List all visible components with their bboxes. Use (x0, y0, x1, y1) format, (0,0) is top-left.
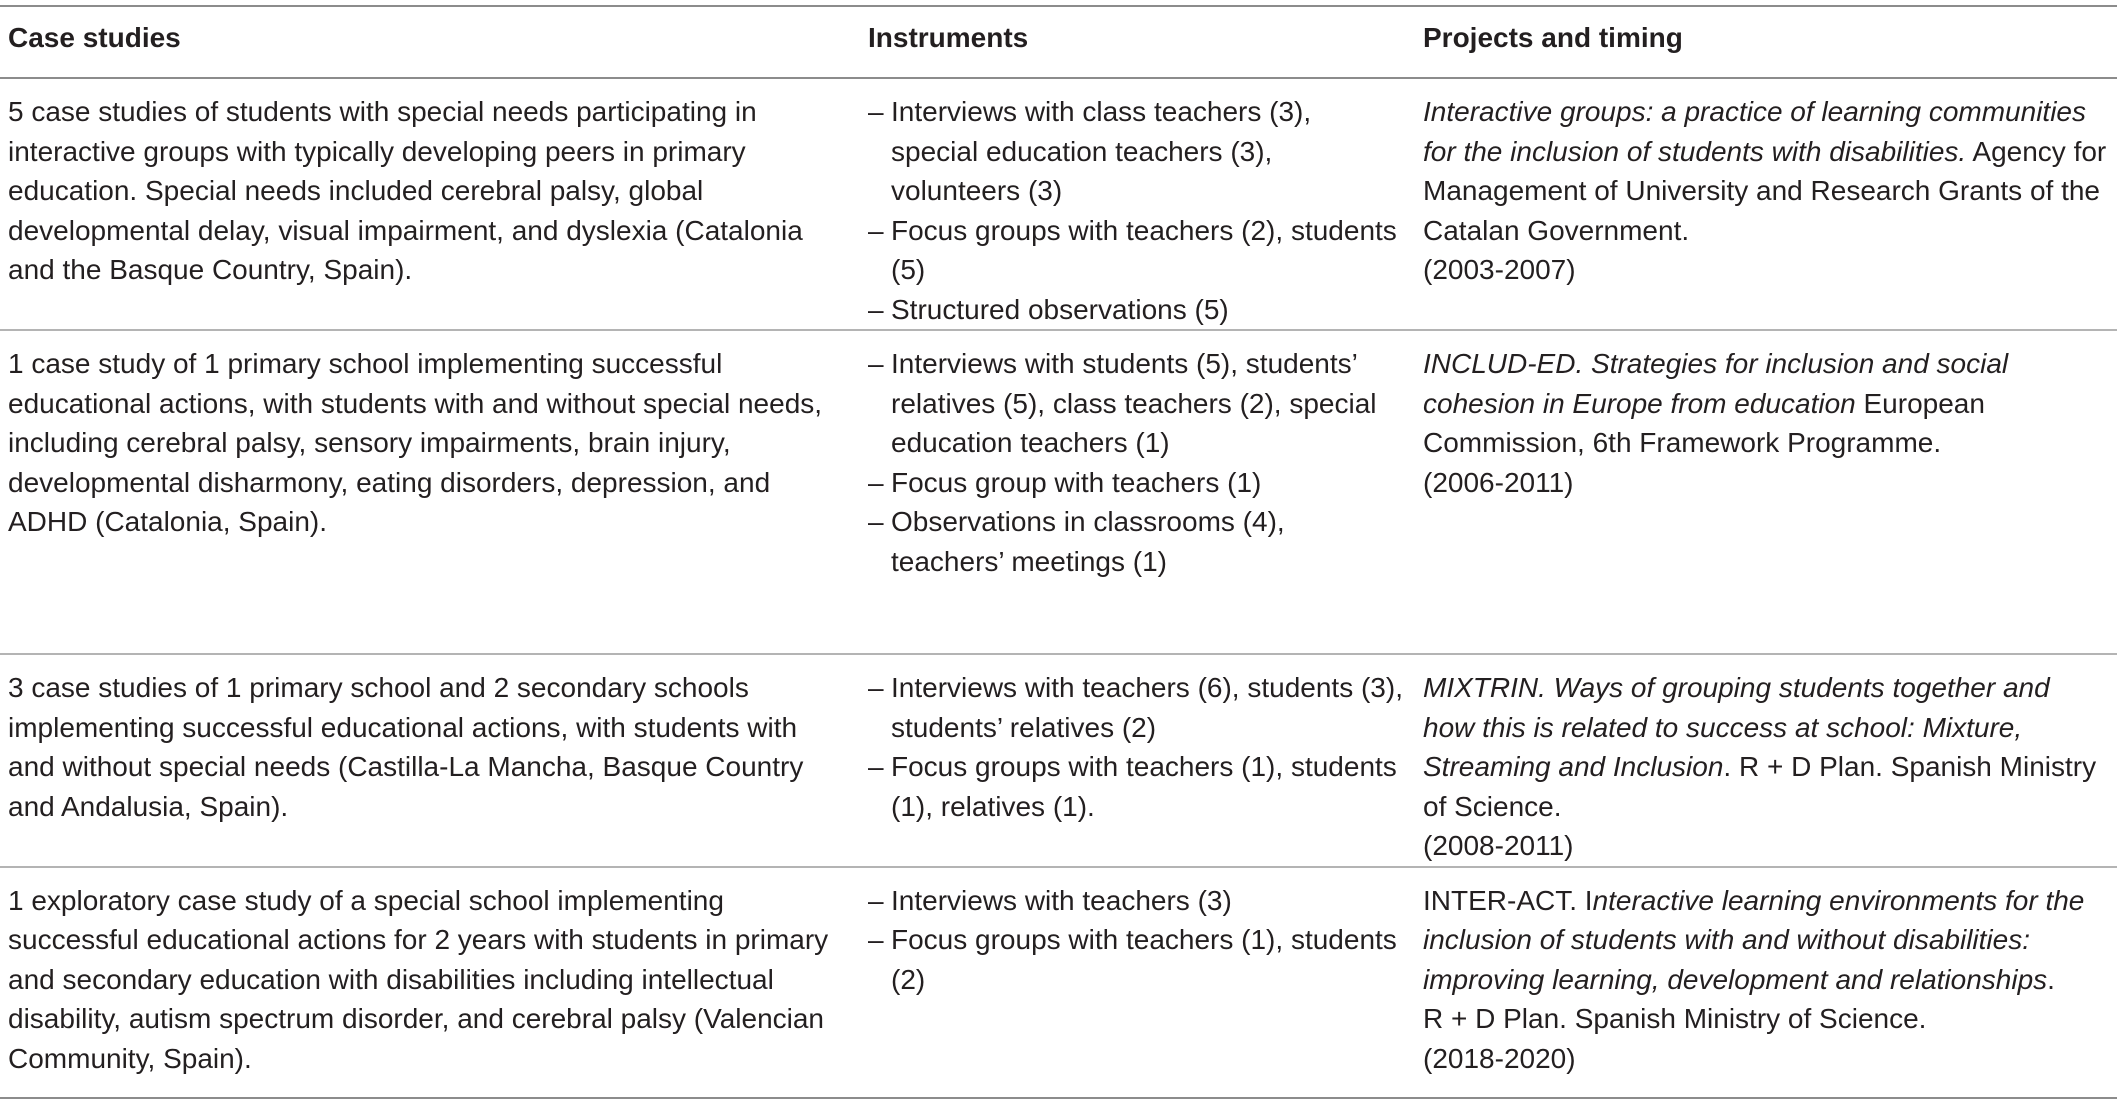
instrument-item: – Interviews with class teachers (3), special education teachers (3), volunteers (3) (868, 92, 1405, 211)
project-title: MIXTRIN. Ways of grouping students together and how this is related to success at school: Mixture, Streaming and Inclusion (1423, 672, 2050, 782)
instrument-item: – Interviews with teachers (6), students (3), students’ relatives (2) (868, 668, 1405, 747)
instruments-cell (860, 330, 1415, 654)
instruments-list (868, 344, 1405, 581)
header-projects-and-timing: Projects and timing (1415, 6, 2117, 78)
instrument-item: – Interviews with teachers (3) (868, 881, 1405, 921)
table-header-row (0, 6, 2117, 78)
project-funder: Agency for Management of University and Research Grants of the Catalan Government. (1423, 135, 2107, 246)
instrument-item: – Structured observations (5) (868, 290, 1405, 330)
table-row (0, 78, 2117, 330)
project-title: nteractive learning environments for the inclusion of students with and without disabilities: improving learning, development and relationships (1423, 884, 2085, 995)
project-plan: R + D Plan. Spanish Ministry of Science. (1423, 1003, 1927, 1034)
instrument-item: – Observations in classrooms (4), teachers’ meetings (1) (868, 502, 1405, 581)
instruments-cell (860, 867, 1415, 1098)
project-cell (1415, 330, 2117, 654)
project-timing: (2006-2011) (1423, 466, 1574, 498)
project-cell (1415, 654, 2117, 867)
project-timing: (2008-2011) (1423, 830, 1574, 861)
project-funder: . R + D Plan. Spanish Ministry of Science. (1423, 751, 2097, 822)
header-case-studies: Case studies (0, 6, 860, 78)
instruments-cell (860, 78, 1415, 330)
table-row (0, 867, 2117, 1098)
instruments-cell (860, 654, 1415, 867)
instrument-item: – Interviews with students (5), students’ relatives (5), class teachers (2), special education teachers (1) (868, 344, 1405, 463)
instruments-list (868, 881, 1405, 1000)
project-prefix: INTER-ACT. I (1423, 884, 1593, 916)
case-study-cell: 3 case studies of 1 primary school and 2 secondary schools implementing successful educational actions, with students with and without special needs (Castilla-La Mancha, Basque Country and Andalusia, Spain). (0, 654, 860, 867)
methodology-table-container (0, 5, 2117, 1099)
case-study-cell: 5 case studies of students with special needs participating in interactive groups with typically developing peers in primary education. Special needs included cerebral palsy, global developmental delay, visual impairment, and dyslexia (Catalonia and the Basque Country, Spain). (0, 78, 860, 330)
table-row (0, 330, 2117, 654)
instrument-item: – Focus groups with teachers (2), students (5) (868, 211, 1405, 290)
instrument-item: – Focus groups with teachers (1), students (1), relatives (1). (868, 747, 1405, 826)
header-instruments: Instruments (860, 6, 1415, 78)
instruments-list (868, 668, 1405, 826)
project-cell (1415, 867, 2117, 1098)
table-row (0, 654, 2117, 867)
instruments-list (868, 92, 1405, 329)
methodology-table (0, 5, 2117, 1099)
project-cell (1415, 78, 2117, 330)
case-study-cell: 1 case study of 1 primary school implementing successful educational actions, with students with and without special needs, including cerebral palsy, sensory impairments, brain injury, developmental disharmony, eating disorders, depression, and ADHD (Catalonia, Spain). (0, 330, 860, 654)
project-timing: (2003-2007) (1423, 254, 1576, 285)
project-title: Interactive groups: a practice of learning communities for the inclusion of students with disabilities. (1423, 96, 2086, 167)
case-study-cell: 1 exploratory case study of a special school implementing successful educational actions for 2 years with students in primary and secondary education with disabilities including intellectual disability, autism spectrum disorder, and cerebral palsy (Valencian Community, Spain). (0, 867, 860, 1098)
instrument-item: – Focus group with teachers (1) (868, 463, 1405, 503)
project-funder: . (2047, 963, 2055, 995)
project-title: INCLUD-ED. Strategies for inclusion and social cohesion in Europe from education (1423, 348, 2009, 419)
instrument-item: – Focus groups with teachers (1), students (2) (868, 920, 1405, 999)
project-funder: European Commission, 6th Framework Programme. (1423, 387, 1985, 458)
project-timing: (2018-2020) (1423, 1042, 1576, 1074)
